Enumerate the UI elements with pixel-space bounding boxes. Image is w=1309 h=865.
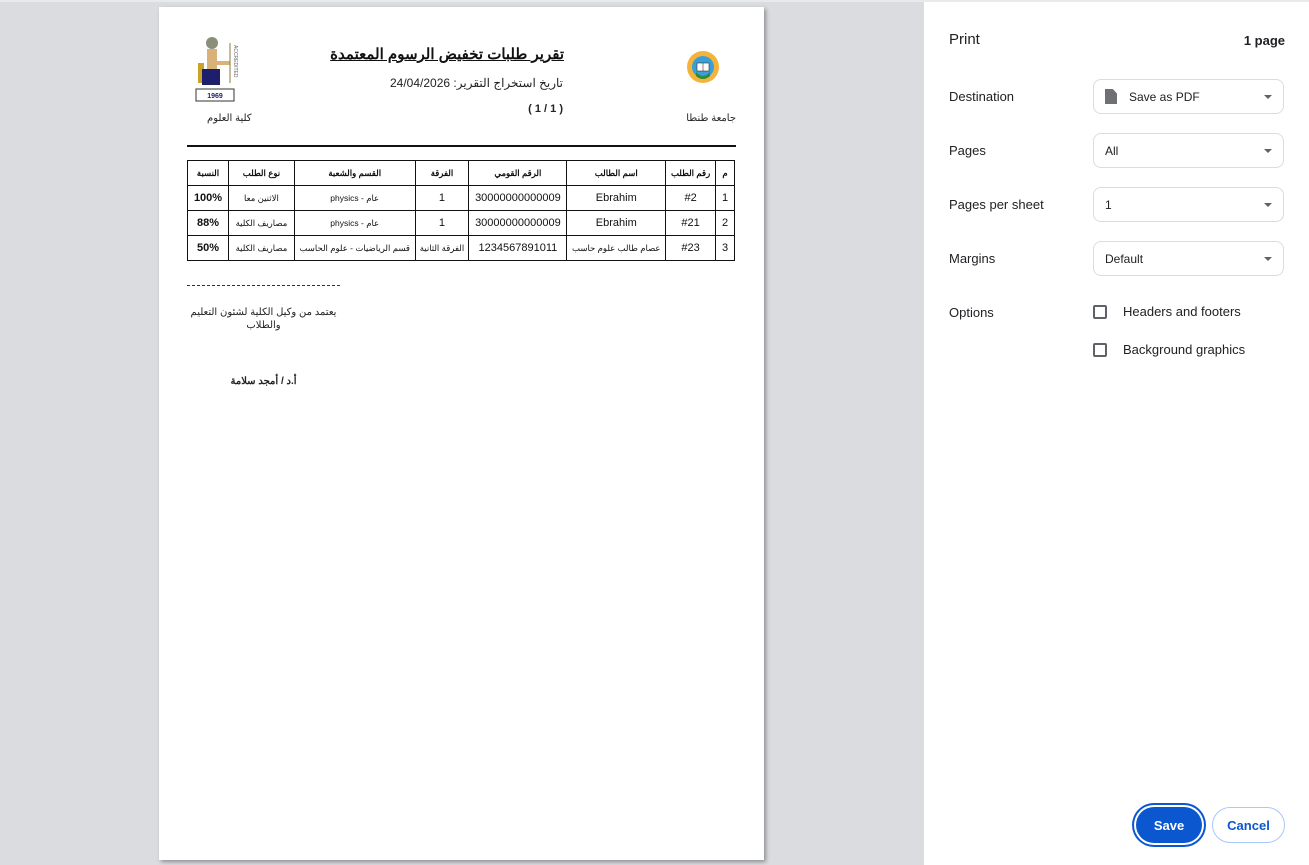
cell: مصاريف الكلية [229, 211, 295, 236]
cell: عصام طالب علوم حاسب [567, 236, 666, 261]
cell: 88% [188, 211, 229, 236]
pages-label: Pages [949, 143, 986, 158]
cell: Ebrahim [567, 186, 666, 211]
faculty-name: كلية العلوم [207, 113, 252, 124]
save-button[interactable]: Save [1136, 807, 1202, 843]
background-graphics-option[interactable] [1093, 342, 1245, 357]
chevron-down-icon [1264, 257, 1272, 261]
cancel-button[interactable]: Cancel [1212, 807, 1285, 843]
signature-line [187, 285, 340, 286]
page-count: ( 1 / 1 ) [528, 103, 563, 115]
cell: الفرقة الثانية [415, 236, 469, 261]
page-total: 1 page [1243, 33, 1285, 48]
cell: 1 [716, 186, 735, 211]
cell: Ebrahim [567, 211, 666, 236]
cell: 1 [415, 211, 469, 236]
cell: 30000000000009 [469, 211, 567, 236]
column-header: الفرقة [415, 161, 469, 186]
university-name: جامعة طنطا [686, 113, 736, 124]
cell-text: physics - عام [330, 192, 380, 203]
table-row [188, 236, 735, 261]
column-header: م [716, 161, 735, 186]
cell: #21 [666, 211, 716, 236]
column-header: القسم والشعبة [294, 161, 415, 186]
report-date: تاريخ استخراج التقرير: 24/04/2026 [390, 76, 563, 90]
table-header-row [188, 161, 735, 186]
cell-text: physics - عام [330, 217, 380, 228]
column-header: الرقم القومي [469, 161, 567, 186]
cell: الاثنين معا [229, 186, 295, 211]
background-graphics-label: Background graphics [1123, 342, 1246, 357]
file-icon [1105, 89, 1117, 104]
approval-text: يعتمد من وكيل الكلية لشئون التعليم والطلاب [190, 307, 337, 331]
table-row [188, 211, 735, 236]
chevron-down-icon [1264, 95, 1272, 99]
destination-value: Save as PDF [1129, 89, 1200, 104]
chevron-down-icon [1264, 149, 1272, 153]
pages-value: All [1105, 143, 1119, 158]
pages-per-sheet-value: 1 [1105, 197, 1112, 212]
pages-per-sheet-select[interactable] [1093, 187, 1284, 222]
headers-footers-option[interactable] [1093, 304, 1241, 319]
column-header: اسم الطالب [567, 161, 666, 186]
cell: 1234567891011 [469, 236, 567, 261]
signer-name: أ.د / أمجد سلامة [230, 376, 297, 387]
pages-select[interactable] [1093, 133, 1284, 168]
cell: 30000000000009 [469, 186, 567, 211]
university-logo-icon [686, 50, 720, 84]
panel-title: Print [949, 31, 980, 48]
cell: 3 [716, 236, 735, 261]
cell: 1 [415, 186, 469, 211]
column-header: النسبة [188, 161, 229, 186]
table-row [188, 186, 735, 211]
print-settings-panel [924, 0, 1309, 865]
options-label: Options [949, 305, 994, 320]
preview-page [159, 7, 764, 860]
cell [294, 186, 415, 211]
svg-text:1969: 1969 [207, 93, 223, 100]
margins-label: Margins [949, 251, 996, 266]
chevron-down-icon [1264, 203, 1272, 207]
cell: #23 [666, 236, 716, 261]
report-table [187, 160, 735, 261]
faculty-logo-icon [192, 33, 242, 103]
svg-text:ACCREDITED: ACCREDITED [232, 45, 238, 78]
cell [294, 211, 415, 236]
cell: 50% [188, 236, 229, 261]
background-graphics-checkbox[interactable] [1093, 343, 1107, 357]
cell: #2 [666, 186, 716, 211]
column-header: رقم الطلب [666, 161, 716, 186]
header-divider [187, 145, 736, 147]
margins-select[interactable] [1093, 241, 1284, 276]
destination-label: Destination [949, 89, 1015, 104]
report-title: تقرير طلبات تخفيض الرسوم المعتمدة [330, 46, 564, 63]
destination-select[interactable] [1093, 79, 1284, 114]
pages-per-sheet-label: Pages per sheet [949, 197, 1044, 212]
cell: 100% [188, 186, 229, 211]
headers-footers-checkbox[interactable] [1093, 305, 1107, 319]
headers-footers-label: Headers and footers [1123, 304, 1241, 319]
column-header: نوع الطلب [229, 161, 295, 186]
margins-value: Default [1105, 251, 1144, 266]
cell: مصاريف الكلية [229, 236, 295, 261]
cell: 2 [716, 211, 735, 236]
cell: قسم الرياضيات - علوم الحاسب [294, 236, 415, 261]
